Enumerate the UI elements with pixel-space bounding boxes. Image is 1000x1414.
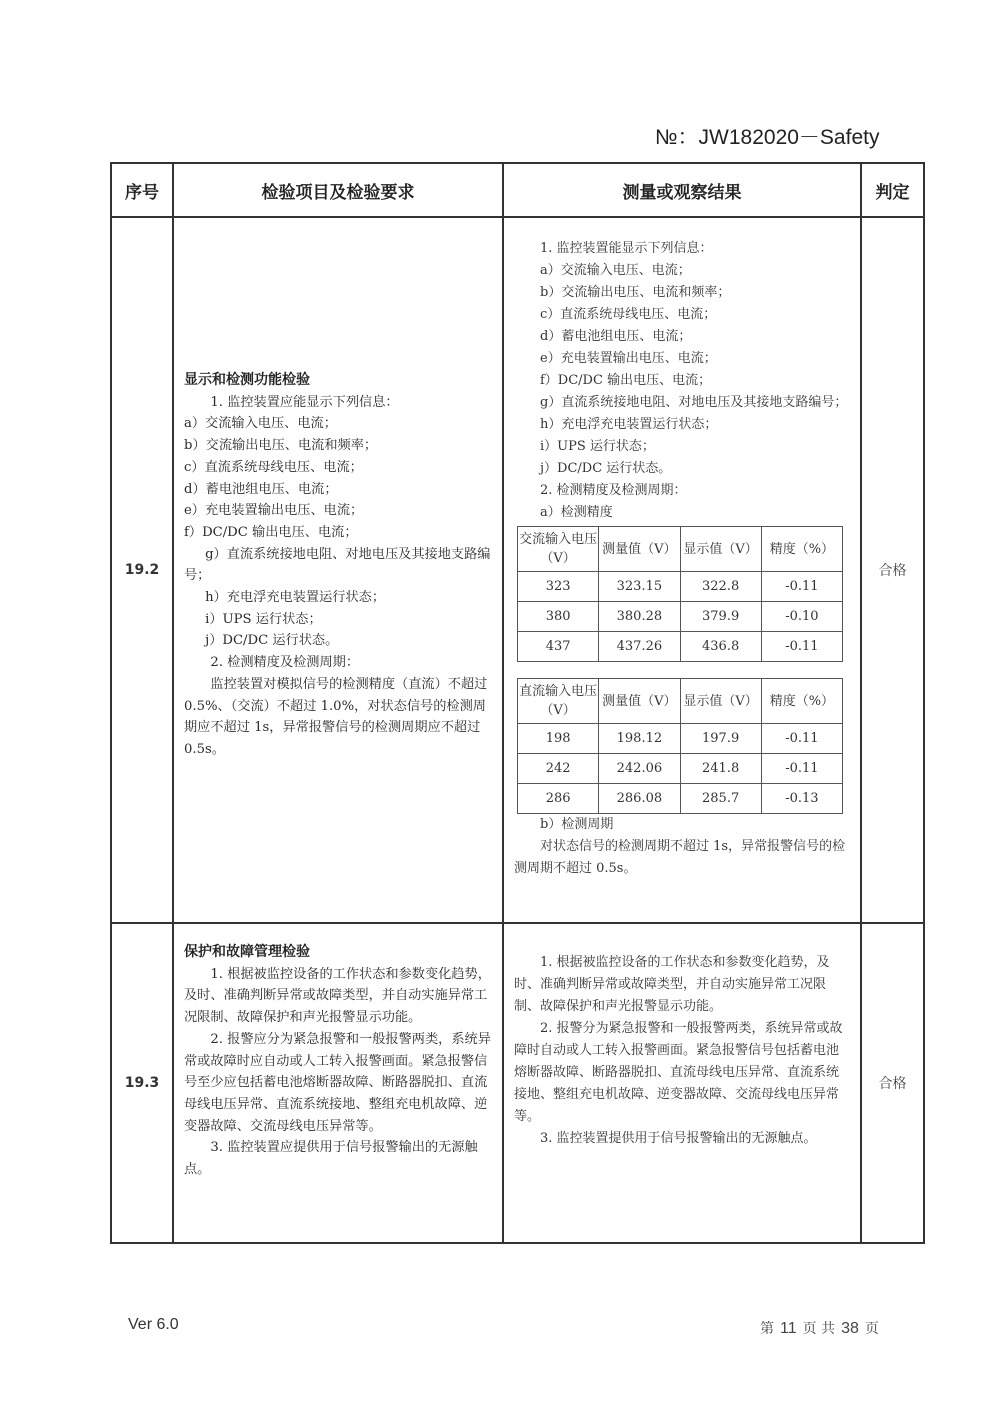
requirement-cell: [173, 217, 503, 923]
req-line: i）UPS 运行状态；: [205, 611, 322, 627]
req-para: 3. 监控装置应提供用于信号报警输出的无源触点。: [184, 1140, 478, 1178]
page-prefix: 第: [760, 1321, 774, 1337]
dc-header-cell: 显示值（V）: [680, 679, 761, 724]
dc-cell: -0.13: [761, 784, 842, 814]
req-line: h）充电浮充电装置运行状态；: [205, 590, 386, 606]
ac-cell: 436.8: [680, 632, 761, 662]
row-seq: 19.2: [111, 217, 173, 923]
req-line: g）直流系统接地电阻、对地电压及其接地支路编号；: [184, 546, 491, 584]
res-line: c）直流系统母线电压、电流；: [540, 307, 717, 322]
dc-cell: 286.08: [599, 784, 680, 814]
dc-cell: -0.11: [761, 724, 842, 754]
ac-cell: 323: [518, 572, 599, 602]
version-label: Ver 6.0: [128, 1316, 179, 1333]
section-title: 显示和检测功能检验: [184, 372, 310, 388]
ac-cell: -0.11: [761, 572, 842, 602]
ac-cell: 437.26: [599, 632, 680, 662]
res-line: d）蓄电池组电压、电流；: [540, 329, 692, 344]
requirement-cell: [173, 923, 503, 1243]
ac-header-cell: 测量值（V）: [599, 527, 680, 572]
req-line: d）蓄电池组电压、电流；: [184, 481, 338, 497]
dc-header-cell: 测量值（V）: [599, 679, 680, 724]
req-line: 1. 监控装置应能显示下列信息：: [210, 394, 399, 410]
ac-cell: 379.9: [680, 602, 761, 632]
res-line: 2. 检测精度及检测周期：: [540, 483, 687, 498]
table-row: [111, 217, 924, 923]
ac-cell: 437: [518, 632, 599, 662]
res-line: f）DC/DC 输出电压、电流；: [540, 373, 712, 388]
header-result: 测量或观察结果: [503, 163, 861, 217]
table-row: [518, 572, 843, 602]
dc-cell: 197.9: [680, 724, 761, 754]
result-cell: [503, 923, 861, 1243]
res-para: 1. 根据被监控设备的工作状态和参数变化趋势，及时、准确判断异常或故障类型，并自动实施异常工况限制、故障保护和声光报警显示功能。: [514, 955, 830, 1014]
ac-header-cell: 显示值（V）: [680, 527, 761, 572]
header-item: 检验项目及检验要求: [173, 163, 503, 217]
result-cell: [503, 217, 861, 923]
verdict-cell: 合格: [861, 923, 924, 1243]
ac-cell: -0.11: [761, 632, 842, 662]
dc-cell: -0.11: [761, 754, 842, 784]
dc-table-header: [518, 679, 843, 724]
res-line: e）充电装置输出电压、电流；: [540, 351, 717, 366]
page-suffix: 页: [864, 1321, 879, 1337]
req-line: c）直流系统母线电压、电流；: [184, 459, 363, 475]
req-para: 2. 报警应分为紧急报警和一般报警两类，系统异常或故障时应自动或人工转入报警画面。紧急报警信号至少应包括蓄电池熔断器故障、断路器脱扣、直流母线电压异常、直流系统接地、整组充电机故障、逆变器故障、交流母线电压异常等。: [184, 1031, 491, 1134]
header-seq: 序号: [111, 163, 173, 217]
table-row: [518, 602, 843, 632]
row-seq: 19.3: [111, 923, 173, 1243]
header-verdict: 判定: [861, 163, 924, 217]
table-row: [111, 923, 924, 1243]
res-para: 3. 监控装置提供用于信号报警输出的无源触点。: [540, 1131, 817, 1146]
req-para: 1. 根据被监控设备的工作状态和参数变化趋势，及时、准确判断异常或故障类型，并自动实施异常工况限制、故障保护和声光报警显示功能。: [184, 966, 491, 1026]
req-line: f）DC/DC 输出电压、电流；: [184, 524, 358, 540]
dc-cell: 285.7: [680, 784, 761, 814]
req-line: 监控装置对模拟信号的检测精度（直流）不超过 0.5%、（交流）不超过 1.0%，对状态信号的检测周期应不超过 1s，异常报警信号的检测周期应不超过 0.5s。: [184, 676, 488, 757]
ac-cell: 323.15: [599, 572, 680, 602]
res-line: g）直流系统接地电阻、对地电压及其接地支路编号；: [540, 395, 848, 410]
document-number: №：JW182020－Safety: [655, 126, 880, 149]
ac-cell: 322.8: [680, 572, 761, 602]
ac-cell: 380.28: [599, 602, 680, 632]
res-line: h）充电浮充电装置运行状态；: [540, 417, 718, 432]
req-line: b）交流输出电压、电流和频率；: [184, 438, 378, 454]
verdict-cell: 合格: [861, 217, 924, 923]
ac-header-cell: 精度（%）: [761, 527, 842, 572]
dc-cell: 286: [518, 784, 599, 814]
dc-cell: 198.12: [599, 724, 680, 754]
table-header-row: [111, 163, 924, 217]
page-total: 38: [841, 1320, 859, 1337]
res-line: b）检测周期: [540, 817, 614, 832]
dc-header-cell: 精度（%）: [761, 679, 842, 724]
dc-header-cell: 直流输入电压（V）: [518, 679, 599, 724]
dc-cell: 242.06: [599, 754, 680, 784]
res-line: j）DC/DC 运行状态。: [540, 461, 672, 476]
res-line: 对状态信号的检测周期不超过 1s，异常报警信号的检测周期不超过 0.5s。: [514, 839, 846, 876]
ac-table-header: [518, 527, 843, 572]
dc-cell: 241.8: [680, 754, 761, 784]
ac-header-cell: 交流输入电压（V）: [518, 527, 599, 572]
ac-measurement-table: [517, 526, 843, 662]
ac-cell: 380: [518, 602, 599, 632]
res-line: b）交流输出电压、电流和频率；: [540, 285, 731, 300]
table-row: [518, 632, 843, 662]
res-line: i）UPS 运行状态；: [540, 439, 655, 454]
table-row: [518, 724, 843, 754]
res-line: a）检测精度: [540, 505, 613, 520]
table-row: [518, 784, 843, 814]
table-row: [518, 754, 843, 784]
page-current: 11: [780, 1320, 797, 1337]
req-line: a）交流输入电压、电流；: [184, 416, 337, 432]
res-line: a）交流输入电压、电流；: [540, 263, 691, 278]
req-line: j）DC/DC 运行状态。: [205, 633, 339, 649]
dc-cell: 242: [518, 754, 599, 784]
req-line: e）充电装置输出电压、电流；: [184, 503, 364, 519]
section-title: 保护和故障管理检验: [184, 944, 310, 960]
page-mid: 页 共: [802, 1321, 836, 1337]
res-para: 2. 报警分为紧急报警和一般报警两类，系统异常或故障时自动或人工转入报警画面。紧急报警信号包括蓄电池熔断器故障、断路器脱扣、直流母线电压异常、直流系统接地、整组充电机故障、逆变器故障、交流母线电压异常等。: [514, 1021, 843, 1124]
dc-cell: 198: [518, 724, 599, 754]
page-indicator: [760, 1318, 879, 1338]
inspection-table: [110, 162, 925, 1244]
res-line: 1. 监控装置能显示下列信息：: [540, 241, 713, 256]
dc-measurement-table: [517, 678, 843, 814]
req-line: 2. 检测精度及检测周期：: [210, 655, 360, 671]
ac-cell: -0.10: [761, 602, 842, 632]
